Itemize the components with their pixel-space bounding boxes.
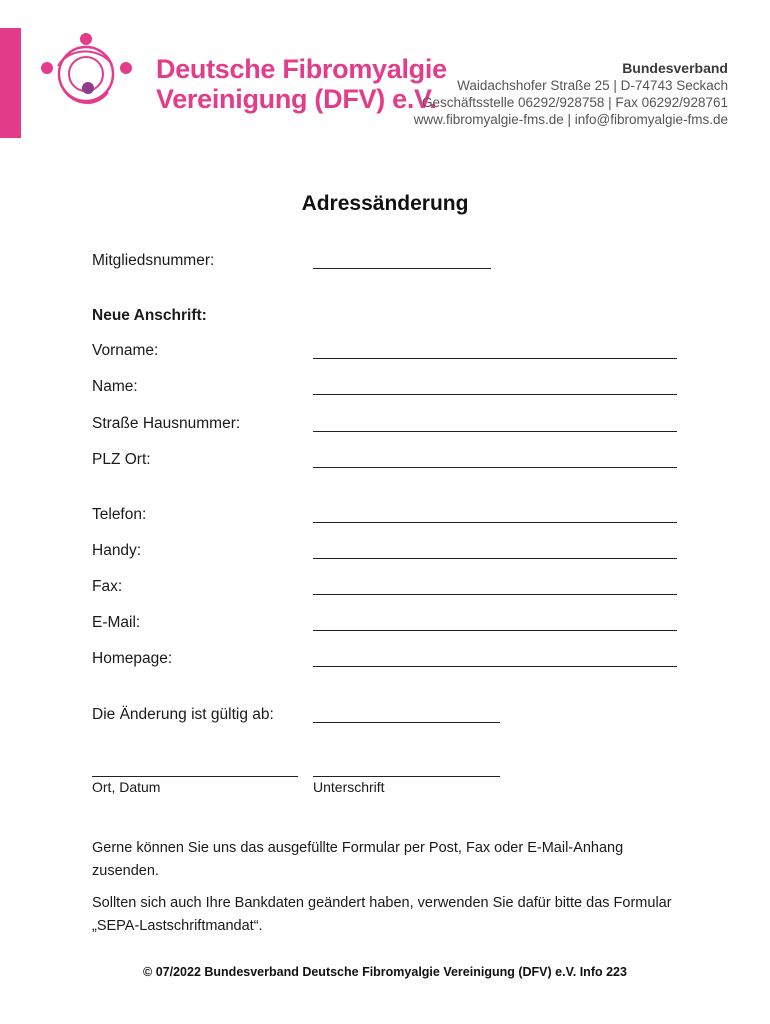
member-number-field[interactable] bbox=[313, 268, 491, 269]
place-date-field[interactable] bbox=[92, 776, 298, 777]
brand-bar bbox=[0, 28, 21, 138]
valid-from-label: Die Änderung ist gültig ab: bbox=[92, 706, 274, 723]
homepage-label: Homepage: bbox=[92, 650, 173, 667]
email-label: E-Mail: bbox=[92, 614, 141, 631]
fax-label: Fax: bbox=[92, 578, 123, 595]
last-name-field[interactable] bbox=[313, 394, 677, 395]
dfv-logo bbox=[34, 30, 138, 118]
street-field[interactable] bbox=[313, 431, 677, 432]
org-name-line-1: Deutsche Fibromyalgie bbox=[156, 54, 447, 84]
signature-label: Unterschrift bbox=[313, 779, 385, 795]
first-name-field[interactable] bbox=[313, 358, 677, 359]
bank-note: Sollten sich auch Ihre Bankdaten geändert haben, verwenden Sie dafür bitte das Formular „SEPA-Lastschriftmandat“. bbox=[92, 895, 672, 934]
contact-block bbox=[414, 60, 728, 128]
new-address-heading: Neue Anschrift: bbox=[92, 307, 207, 324]
zip-city-field[interactable] bbox=[313, 467, 677, 468]
mobile-field[interactable] bbox=[313, 558, 677, 559]
org-name-line-2: Vereinigung (DFV) e.V. bbox=[156, 84, 437, 114]
zip-city-label: PLZ Ort: bbox=[92, 451, 151, 468]
place-date-label: Ort, Datum bbox=[92, 779, 161, 795]
member-number-label: Mitgliedsnummer: bbox=[92, 252, 215, 269]
mobile-label: Handy: bbox=[92, 542, 142, 559]
footer-copyright: © 07/2022 Bundesverband Deutsche Fibromyalgie Vereinigung (DFV) e.V. Info 223 bbox=[143, 965, 627, 979]
organization-name bbox=[156, 54, 447, 114]
phone-label: Telefon: bbox=[92, 506, 147, 523]
street-label: Straße Hausnummer: bbox=[92, 415, 241, 432]
first-name-label: Vorname: bbox=[92, 342, 159, 359]
homepage-field[interactable] bbox=[313, 666, 677, 667]
send-instructions: Gerne können Sie uns das ausgefüllte Formular per Post, Fax oder E-Mail-Anhang zusenden. bbox=[92, 840, 624, 879]
phone-field[interactable] bbox=[313, 522, 677, 523]
page-title: Adressänderung bbox=[301, 192, 469, 215]
email-field[interactable] bbox=[313, 630, 677, 631]
signature-field[interactable] bbox=[313, 776, 500, 777]
web-mail-text: www.fibromyalgie-fms.de | info@fibromyalgie-fms.de bbox=[413, 112, 728, 127]
fax-field[interactable] bbox=[313, 594, 677, 595]
verband-label: Bundesverband bbox=[622, 60, 728, 76]
last-name-label: Name: bbox=[92, 378, 138, 395]
phone-fax-text: Geschäftsstelle 06292/928758 | Fax 06292/928761 bbox=[422, 95, 728, 110]
address-text: Waidachshofer Straße 25 | D-74743 Seckach bbox=[457, 78, 728, 93]
valid-from-field[interactable] bbox=[313, 722, 500, 723]
